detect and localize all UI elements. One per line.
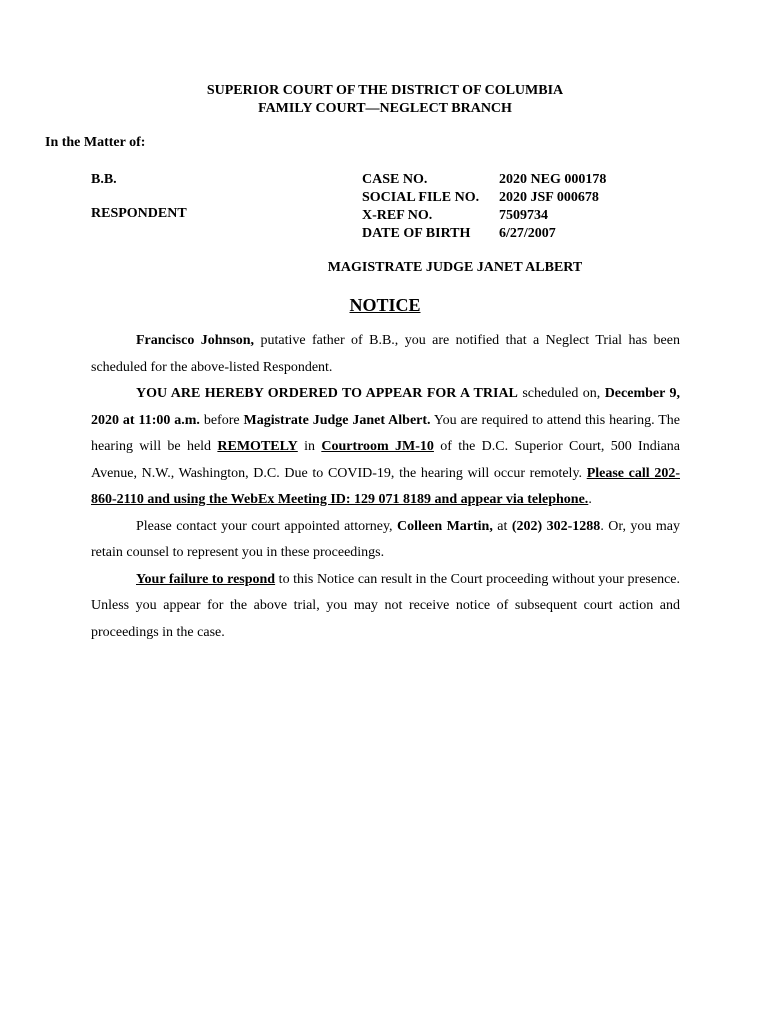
social-file-row	[362, 189, 606, 207]
court-branch: FAMILY COURT—NEGLECT BRANCH	[258, 101, 512, 116]
courtroom: Courtroom JM-10	[321, 439, 434, 454]
case-number-row	[362, 171, 606, 189]
matter-label: In the Matter of:	[45, 135, 146, 150]
order-text-6: .	[588, 492, 592, 507]
paragraph-notification-text: putative father of B.B., you are notified that a Neglect Trial has been scheduled for the above-listed Respondent.	[91, 333, 680, 375]
notice-title: NOTICE	[349, 295, 421, 315]
trial-judge: Magistrate Judge Janet Albert.	[243, 412, 431, 428]
xref-label: X-REF NO.	[362, 208, 433, 223]
attorney-phone: (202) 302-1288	[511, 518, 601, 534]
case-number-label: CASE NO.	[362, 172, 428, 187]
order-text-4: in	[297, 439, 322, 454]
attorney-text-1: Please contact your court appointed attorney,	[136, 518, 398, 534]
attorney-text-2: at	[492, 518, 512, 534]
remotely-emphasis: REMOTELY	[217, 439, 298, 454]
paragraph-failure	[91, 567, 680, 647]
order-to-appear: YOU ARE HEREBY ORDERED TO APPEAR FOR A TRIAL	[136, 386, 518, 401]
order-text-2: before	[199, 412, 244, 428]
dob-row	[362, 225, 606, 243]
call-in-instructions: Please call 202-860-2110 and using the WebEx Meeting ID: 129 071 8189 and appear via telephone.	[91, 465, 680, 507]
xref-value: 7509734	[499, 208, 548, 223]
magistrate-judge-line: MAGISTRATE JUDGE JANET ALBERT	[327, 260, 583, 275]
court-header	[0, 82, 770, 118]
respondent-role: RESPONDENT	[91, 206, 187, 221]
father-name: Francisco Johnson,	[136, 333, 255, 348]
case-number-value: 2020 NEG 000178	[499, 172, 607, 187]
paragraph-order	[91, 381, 680, 514]
social-file-label: SOCIAL FILE NO.	[362, 190, 480, 205]
trial-date: December 9, 2020 at 11:00 a.m.	[91, 386, 680, 428]
order-text-5: of the D.C. Superior Court, 500 Indiana Avenue, N.W., Washington, D.C. Due to COVID-19, the hearing will occur remotely.	[91, 439, 681, 481]
order-text-3: You are required to attend this hearing. The hearing will be held	[91, 412, 680, 454]
dob-value: 6/27/2007	[499, 226, 556, 241]
notice-body	[91, 328, 680, 646]
social-file-value: 2020 JSF 000678	[499, 190, 599, 205]
order-text-1: scheduled on,	[517, 386, 605, 401]
attorney-name: Colleen Martin,	[397, 518, 493, 534]
court-name: SUPERIOR COURT OF THE DISTRICT OF COLUMBIA	[206, 83, 564, 98]
case-info-block	[362, 171, 606, 243]
failure-text: to this Notice can result in the Court proceeding without your presence. Unless you appear for the above trial, you may not receive notice of subsequent court action and proceedings in the case.	[91, 571, 680, 640]
failure-to-respond: Your failure to respond	[136, 571, 276, 587]
xref-row	[362, 207, 606, 225]
paragraph-attorney	[91, 514, 680, 567]
paragraph-notification	[91, 328, 680, 381]
attorney-text-3: . Or, you may retain counsel to represent you in these proceedings.	[91, 518, 680, 560]
respondent-name: B.B.	[91, 172, 117, 187]
dob-label: DATE OF BIRTH	[362, 226, 471, 241]
